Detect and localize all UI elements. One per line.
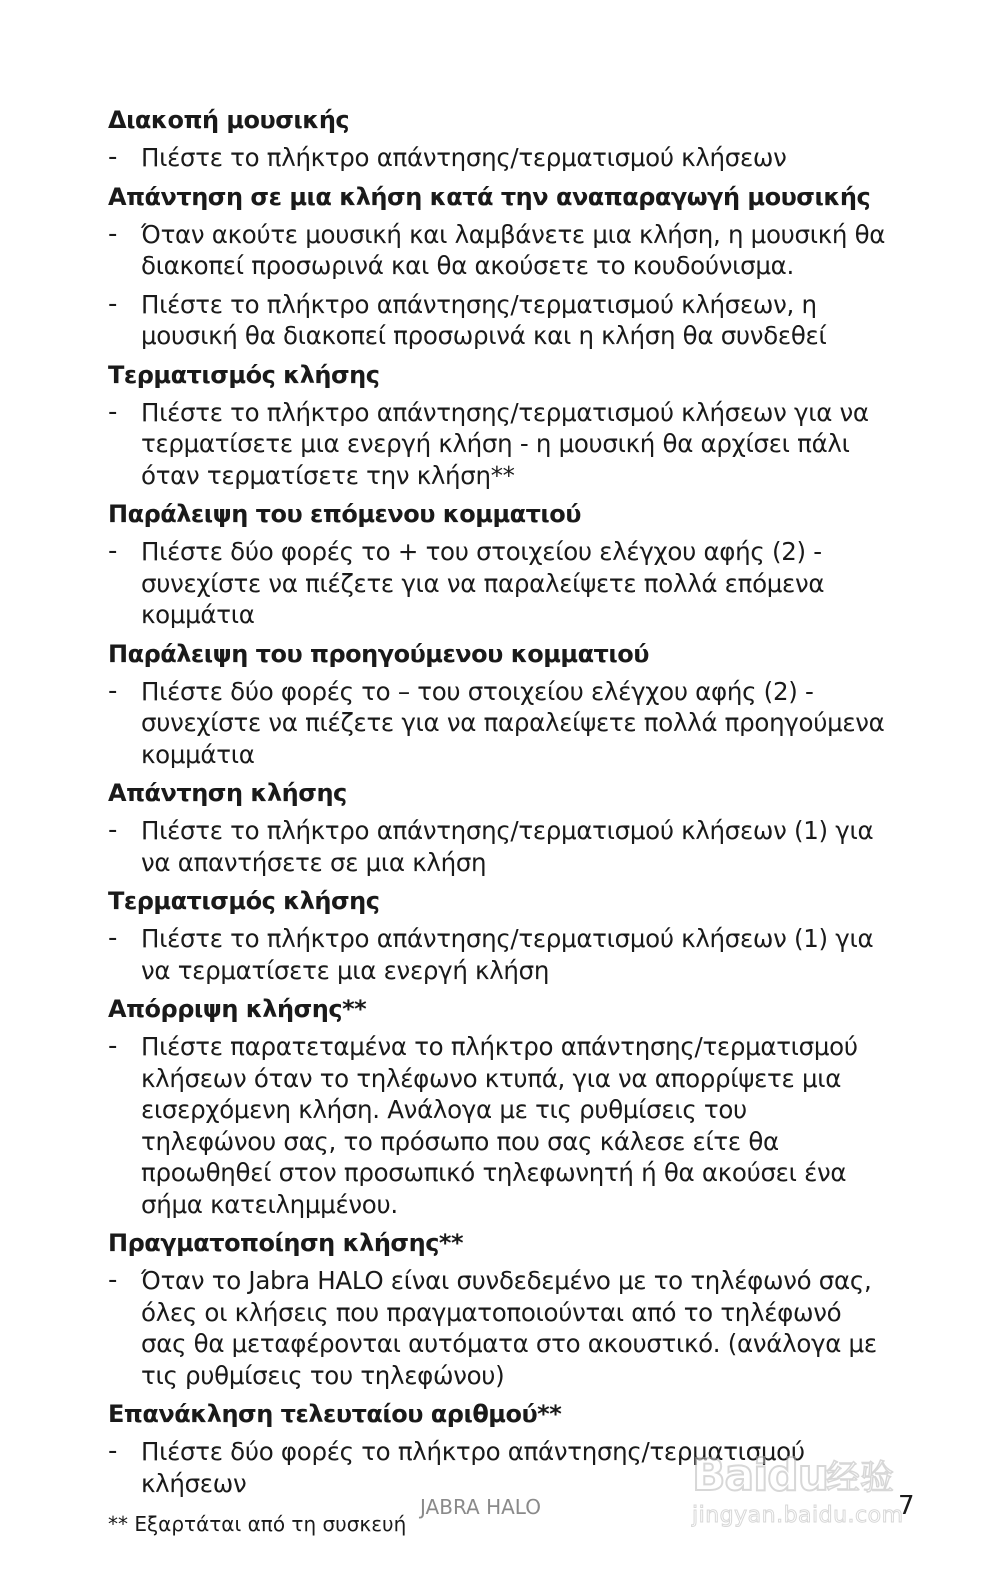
- list-item-text: Πιέστε δύο φορές το + του στοιχείου ελέγχου αφής (2) - συνεχίστε να πιέζετε για να παραλείψετε πολλά επόμενα κομμάτια: [141, 537, 825, 629]
- bullet-dash: -: [108, 142, 118, 172]
- list-item-text: Πιέστε το πλήκτρο απάντησης/τερματισμού κλήσεων για να τερματίσετε μια ενεργή κλήση - η μουσική θα αρχίσει πάλι όταν τερματίσετε την κλήση**: [141, 397, 869, 490]
- list-item-text: Πιέστε το πλήκτρο απάντησης/τερματισμού κλήσεων: [141, 143, 787, 172]
- footnote: ** Εξαρτάται από τη συσκευή: [108, 1512, 407, 1536]
- watermark-main: Baidu: [692, 1450, 829, 1501]
- list-item: [108, 219, 888, 282]
- section: [108, 777, 888, 878]
- section-heading: Τερματισμός κλήσης: [108, 887, 380, 915]
- list-item: [108, 1031, 888, 1220]
- bullet-dash: -: [108, 396, 118, 427]
- list-item: [108, 923, 888, 986]
- list-item: [108, 142, 888, 174]
- list-item: [108, 815, 888, 878]
- section-heading: Επανάκληση τελευταίου αριθμού**: [108, 1400, 562, 1428]
- bullet-dash: -: [108, 1031, 118, 1061]
- list-item-text: Πιέστε παρατεταμένα το πλήκτρο απάντησης/τερματισμού κλήσεων όταν το τηλέφωνο κτυπά, για να απορρίψετε μια εισερχόμενη κλήση. Ανάλογα με τις ρυθμίσεις του τηλεφώνου σας, το πρόσωπο που σας κάλεσε είτε θα προωθηθεί στον προσωπικό τηλεφωνητή ή θα ακούσει ένα σήμα κατειλημμένου.: [141, 1032, 858, 1219]
- list-item-text: Πιέστε δύο φορές το πλήκτρο απάντησης/τερματισμού κλήσεων: [141, 1437, 805, 1498]
- section: [108, 181, 888, 352]
- section: [108, 498, 888, 631]
- section-heading: Παράλειψη του προηγούμενου κομματιού: [108, 639, 649, 668]
- bullet-dash: -: [108, 675, 118, 706]
- bullet-dash: -: [108, 536, 118, 566]
- list-item-text: Όταν το Jabra HALO είναι συνδεδεμένο με το τηλέφωνό σας, όλες οι κλήσεις που πραγματοποιούνται από το τηλέφωνό σας θα μεταφέρονται αυτόματα στο ακουστικό. (ανάλογα με τις ρυθμίσεις του τηλεφώνου): [141, 1266, 877, 1390]
- section: [108, 104, 888, 174]
- watermark-cn: 经验: [826, 1458, 894, 1498]
- section: [108, 638, 888, 771]
- footer-brand: JABRA HALO: [420, 1495, 541, 1519]
- section: [108, 359, 888, 492]
- section-heading: Διακοπή μουσικής: [108, 106, 350, 134]
- list-item: [108, 536, 888, 631]
- document-body: [108, 104, 888, 1506]
- section: [108, 1227, 888, 1391]
- section-heading: Τερματισμός κλήσης: [108, 360, 380, 389]
- section-heading: Απάντηση κλήσης: [108, 779, 347, 807]
- bullet-dash: -: [108, 288, 118, 319]
- section-heading: Απόρριψη κλήσης**: [108, 995, 367, 1023]
- list-item: [108, 289, 888, 352]
- page-number: 7: [898, 1491, 915, 1521]
- list-item: [108, 1265, 888, 1391]
- list-item-text: Πιέστε το πλήκτρο απάντησης/τερματισμού κλήσεων (1) για να τερματίσετε μια ενεργή κλήση: [141, 924, 874, 985]
- bullet-dash: -: [108, 1265, 118, 1295]
- bullet-dash: -: [108, 218, 118, 249]
- bullet-dash: -: [108, 923, 118, 953]
- section-heading: Πραγματοποίηση κλήσης**: [108, 1229, 464, 1257]
- watermark-url: jingyan.baidu.com: [692, 1503, 904, 1528]
- list-item: [108, 676, 888, 771]
- watermark-logo: [688, 1448, 928, 1536]
- list-item-text: Πιέστε το πλήκτρο απάντησης/τερματισμού κλήσεων, η μουσική θα διακοπεί προσωρινά και η κλήση θα συνδεθεί: [141, 289, 827, 350]
- section-heading: Απάντηση σε μια κλήση κατά την αναπαραγωγή μουσικής: [108, 182, 871, 211]
- section: [108, 993, 888, 1220]
- list-item-text: Πιέστε δύο φορές το – του στοιχείου ελέγχου αφής (2) - συνεχίστε να πιέζετε για να παραλείψετε πολλά προηγούμενα κομμάτια: [141, 676, 885, 769]
- section-heading: Παράλειψη του επόμενου κομματιού: [108, 500, 581, 528]
- list-item-text: Όταν ακούτε μουσική και λαμβάνετε μια κλήση, η μουσική θα διακοπεί προσωρινά και θα ακούσετε το κουδούνισμα.: [141, 219, 886, 280]
- section: [108, 885, 888, 986]
- bullet-dash: -: [108, 1436, 118, 1466]
- bullet-dash: -: [108, 815, 118, 845]
- list-item: [108, 397, 888, 492]
- list-item-text: Πιέστε το πλήκτρο απάντησης/τερματισμού κλήσεων (1) για να απαντήσετε σε μια κλήση: [141, 816, 874, 877]
